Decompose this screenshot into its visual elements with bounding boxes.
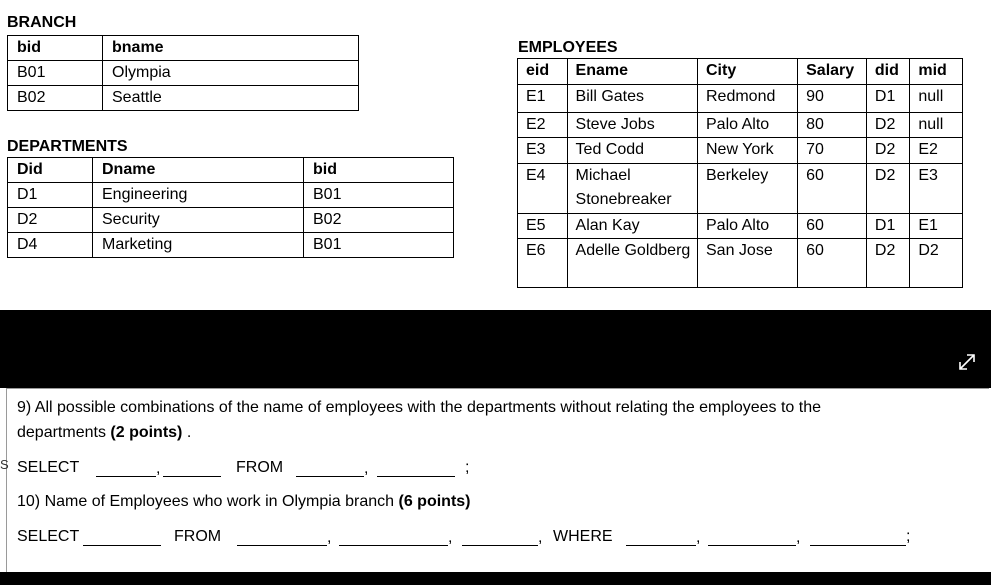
table-cell: B02 <box>8 86 103 111</box>
table-row <box>518 112 963 138</box>
column-header: did <box>866 59 909 85</box>
q9-select-blank-2[interactable] <box>163 476 221 477</box>
q9-comma: , <box>364 460 369 477</box>
q10-from-label: FROM <box>174 528 222 545</box>
table-row <box>518 84 963 112</box>
table-cell: D2 <box>910 239 963 288</box>
column-header: eid <box>518 59 568 85</box>
table-cell: Marketing <box>93 233 304 258</box>
table-header-row <box>8 36 359 61</box>
table-cell: E6 <box>518 239 568 288</box>
table-cell: E3 <box>518 138 568 164</box>
table-row <box>8 183 454 208</box>
table-cell: Bill Gates <box>567 84 697 112</box>
viewer-bottom-bar <box>0 572 991 585</box>
q10-where-blank-2[interactable] <box>708 545 796 546</box>
edge-glyph-s: S <box>0 457 9 472</box>
table-cell: D1 <box>8 183 93 208</box>
table-cell: Olympia <box>103 61 359 86</box>
table-cell: B02 <box>304 208 454 233</box>
table-cell: null <box>910 112 963 138</box>
table-cell: E1 <box>518 84 568 112</box>
table-cell: D2 <box>866 239 909 288</box>
q9-semicolon: ; <box>465 459 470 476</box>
table-cell: D2 <box>8 208 93 233</box>
table-cell: D1 <box>866 213 909 239</box>
table-cell: Michael Stonebreaker <box>567 163 697 213</box>
table-cell: 60 <box>798 163 867 213</box>
table-cell: E2 <box>910 138 963 164</box>
table-cell: Adelle Goldberg <box>567 239 697 288</box>
q10-semicolon: ; <box>906 528 911 545</box>
q10-text-body: 10) Name of Employees who work in Olympia branch <box>17 493 399 510</box>
table-cell: 60 <box>798 239 867 288</box>
table-cell: San Jose <box>698 239 798 288</box>
q10-comma: , <box>327 529 332 546</box>
column-header: City <box>698 59 798 85</box>
table-row <box>8 61 359 86</box>
column-header: bname <box>103 36 359 61</box>
table-cell: E1 <box>910 213 963 239</box>
q9-select-label: SELECT <box>17 459 80 476</box>
table-cell: E3 <box>910 163 963 213</box>
table-cell: D2 <box>866 112 909 138</box>
table-cell: New York <box>698 138 798 164</box>
table-cell: null <box>910 84 963 112</box>
q10-where-blank-3[interactable] <box>810 545 906 546</box>
q10-where-blank-1[interactable] <box>626 545 696 546</box>
table-cell: 80 <box>798 112 867 138</box>
table-cell: D1 <box>866 84 909 112</box>
table-row <box>518 163 963 213</box>
q9-from-blank-2[interactable] <box>377 476 455 477</box>
q9-text-line1: 9) All possible combinations of the name of employees with the departments without relating the employees to the <box>17 399 822 416</box>
table-header-row <box>8 158 454 183</box>
table-cell: E5 <box>518 213 568 239</box>
table-row <box>518 213 963 239</box>
table-cell: Security <box>93 208 304 233</box>
table-cell: Engineering <box>93 183 304 208</box>
q9-text-line2 <box>17 421 191 445</box>
table-cell: 70 <box>798 138 867 164</box>
q9-from-label: FROM <box>236 459 284 476</box>
table-cell: B01 <box>8 61 103 86</box>
table-cell: Steve Jobs <box>567 112 697 138</box>
table-cell: D2 <box>866 163 909 213</box>
q9-points: (2 points) <box>110 424 183 441</box>
q10-points: (6 points) <box>398 493 471 510</box>
table-header-row <box>518 59 963 85</box>
table-cell: Palo Alto <box>698 213 798 239</box>
table-cell: D2 <box>866 138 909 164</box>
q10-text <box>17 490 471 514</box>
table-cell: 60 <box>798 213 867 239</box>
q9-comma: , <box>156 460 161 477</box>
table-cell: B01 <box>304 233 454 258</box>
column-header: bid <box>8 36 103 61</box>
table-cell: E2 <box>518 112 568 138</box>
q10-comma: , <box>696 529 701 546</box>
table-row <box>8 86 359 111</box>
table-cell: 90 <box>798 84 867 112</box>
table-row <box>8 208 454 233</box>
branch-table <box>7 35 359 111</box>
column-header: bid <box>304 158 454 183</box>
viewer-dark-band <box>0 310 991 388</box>
q10-from-blank-1[interactable] <box>237 545 327 546</box>
table-row <box>518 239 963 288</box>
table-cell: Palo Alto <box>698 112 798 138</box>
q10-select-blank[interactable] <box>83 545 161 546</box>
table-row <box>8 233 454 258</box>
q10-from-blank-3[interactable] <box>462 545 538 546</box>
table-cell: Berkeley <box>698 163 798 213</box>
column-header: mid <box>910 59 963 85</box>
q9-text-end: . <box>182 424 192 441</box>
expand-icon[interactable] <box>957 352 977 372</box>
q10-select-label: SELECT <box>17 528 80 545</box>
q9-from-blank-1[interactable] <box>296 476 364 477</box>
branch-table-title: BRANCH <box>7 14 77 31</box>
employees-table-title: EMPLOYEES <box>518 39 618 56</box>
q10-where-label: WHERE <box>553 528 613 545</box>
q9-text: departments <box>17 424 111 441</box>
table-cell: Seattle <box>103 86 359 111</box>
table-cell: Ted Codd <box>567 138 697 164</box>
table-row <box>518 138 963 164</box>
table-cell: Redmond <box>698 84 798 112</box>
column-header: Salary <box>798 59 867 85</box>
table-cell: Alan Kay <box>567 213 697 239</box>
departments-table <box>7 157 454 258</box>
departments-table-title: DEPARTMENTS <box>7 138 128 155</box>
table-cell: B01 <box>304 183 454 208</box>
column-header: Did <box>8 158 93 183</box>
q10-comma: , <box>796 529 801 546</box>
q9-select-blank-1[interactable] <box>96 476 156 477</box>
table-cell: E4 <box>518 163 568 213</box>
q10-comma: , <box>448 529 453 546</box>
column-header: Ename <box>567 59 697 85</box>
column-header: Dname <box>93 158 304 183</box>
q10-comma: , <box>538 529 543 546</box>
q10-from-blank-2[interactable] <box>339 545 448 546</box>
employees-table <box>517 58 963 288</box>
table-cell: D4 <box>8 233 93 258</box>
